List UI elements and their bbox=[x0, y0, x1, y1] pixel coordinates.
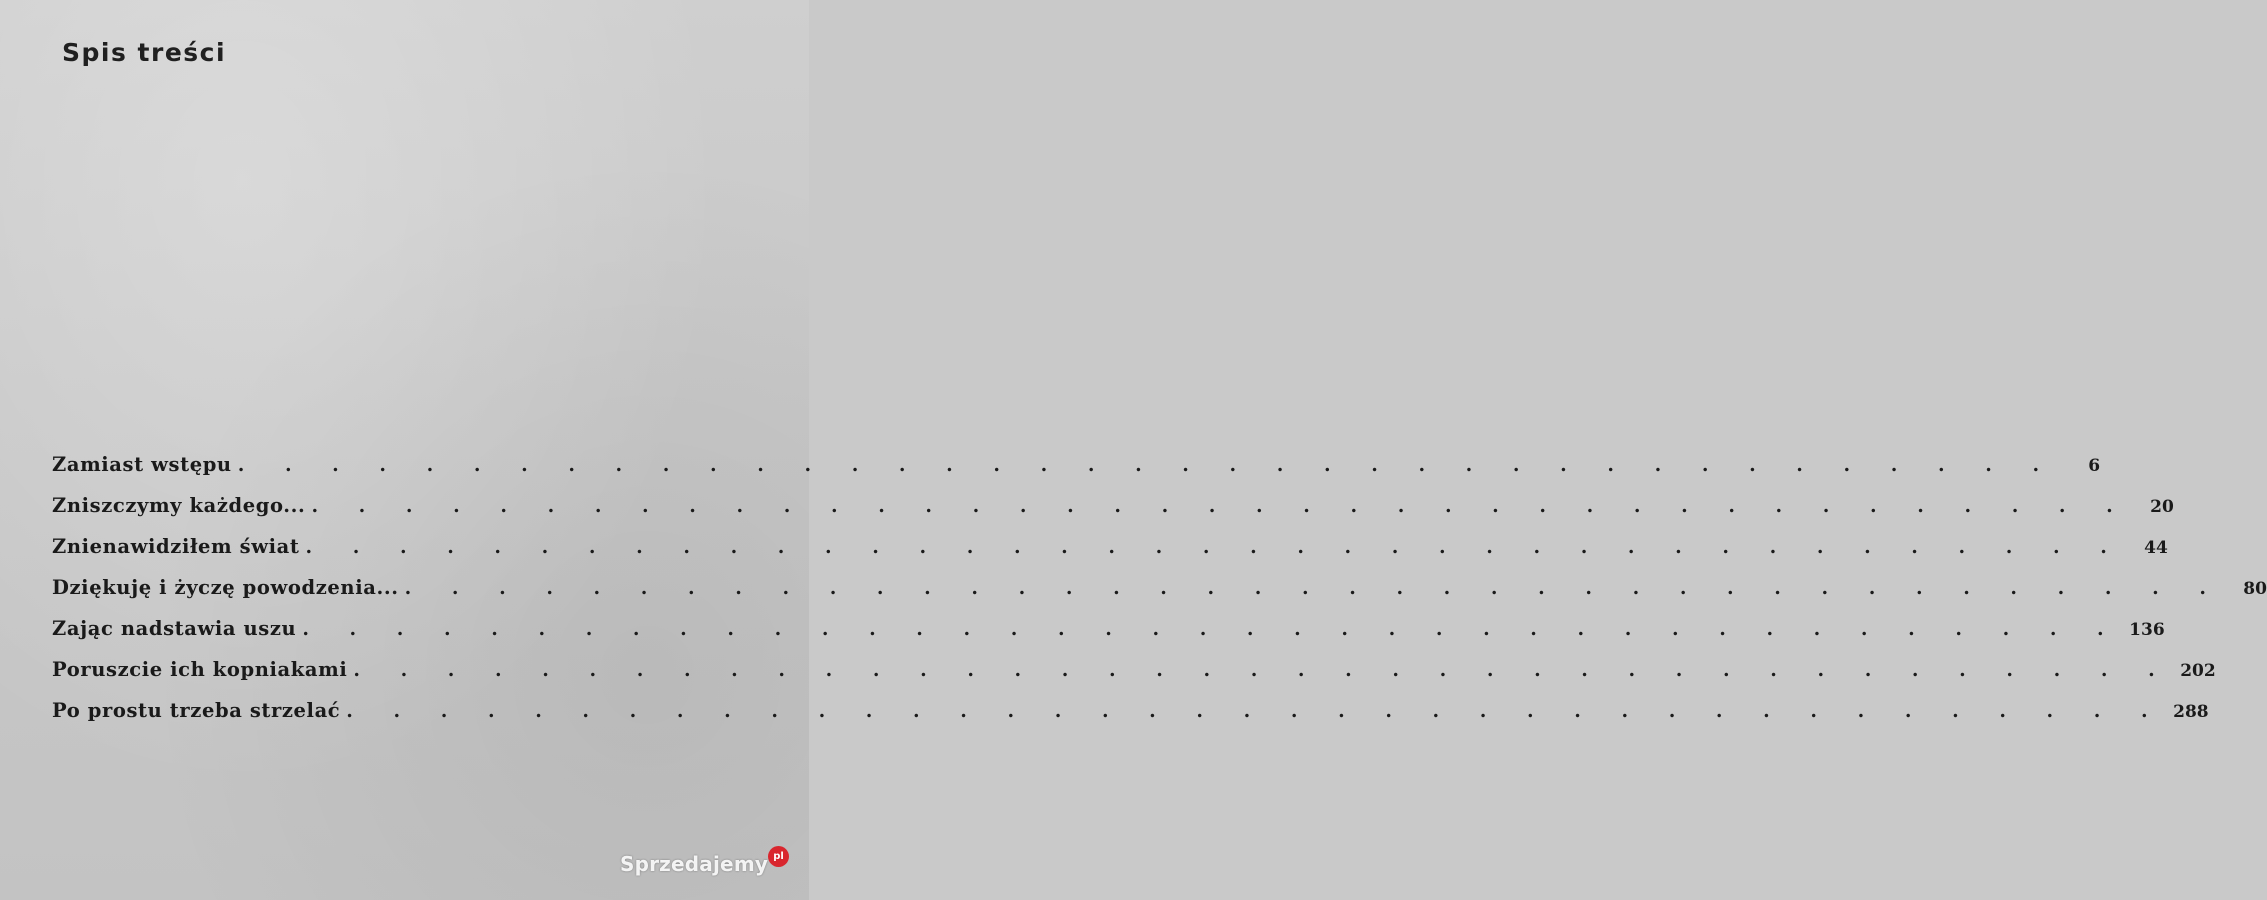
toc-leader-dots: . . . . . . . . . . . . . . . . . . . . . . . . . . . . . . . . . . . . . . . bbox=[311, 495, 2130, 517]
toc-entry-page: 44 bbox=[2144, 538, 2168, 558]
toc-leader-dots: . . . . . . . . . . . . . . . . . . . . . . . . . . . . . . . . . . . . . . . bbox=[353, 659, 2172, 681]
toc-entry-page: 20 bbox=[2150, 497, 2174, 517]
toc-entry-page: 136 bbox=[2129, 620, 2165, 640]
watermark-text: Sprzedajemy bbox=[620, 852, 769, 876]
toc-entry-page: 80 bbox=[2243, 579, 2267, 599]
toc-leader-dots: . . . . . . . . . . . . . . . . . . . . . . . . . . . . . . . . . . . . . . . bbox=[237, 454, 2057, 476]
toc-entry bbox=[52, 617, 2165, 647]
toc-entry-title: Zniszczymy każdego... bbox=[52, 494, 306, 517]
toc-entry-title: Znienawidziłem świat bbox=[52, 535, 300, 558]
toc-leader-dots: . . . . . . . . . . . . . . . . . . . . . . . . . . . . . . . . . . . . . . . bbox=[404, 577, 2223, 599]
toc-entry-title: Zając nadstawia uszu bbox=[52, 617, 297, 640]
toc-entry bbox=[52, 535, 2168, 565]
toc-leader-dots: . . . . . . . . . . . . . . . . . . . . . . . . . . . . . . . . . . . . . . . bbox=[346, 700, 2165, 722]
toc-entry-page: 202 bbox=[2180, 661, 2216, 681]
page-title: Spis treści bbox=[62, 38, 227, 67]
toc-entry-page: 288 bbox=[2173, 702, 2209, 722]
watermark-badge-icon: pl bbox=[768, 846, 789, 867]
toc-leader-dots: . . . . . . . . . . . . . . . . . . . . . . . . . . . . . . . . . . . . . . . bbox=[305, 536, 2124, 558]
toc-entry bbox=[52, 453, 2101, 483]
toc-entry-page: 6 bbox=[2088, 456, 2101, 476]
toc-entry bbox=[52, 576, 2267, 606]
toc-entry bbox=[52, 494, 2174, 524]
toc-entry-title: Poruszcie ich kopniakami bbox=[52, 658, 348, 681]
toc-leader-dots: . . . . . . . . . . . . . . . . . . . . . . . . . . . . . . . . . . . . . . . bbox=[302, 618, 2121, 640]
toc-entry bbox=[52, 699, 2209, 729]
toc-entry bbox=[52, 658, 2216, 688]
toc-entry-title: Dziękuję i życzę powodzenia... bbox=[52, 576, 399, 599]
toc-entry-title: Zamiast wstępu bbox=[52, 453, 232, 476]
toc-entry-title: Po prostu trzeba strzelać bbox=[52, 699, 341, 722]
